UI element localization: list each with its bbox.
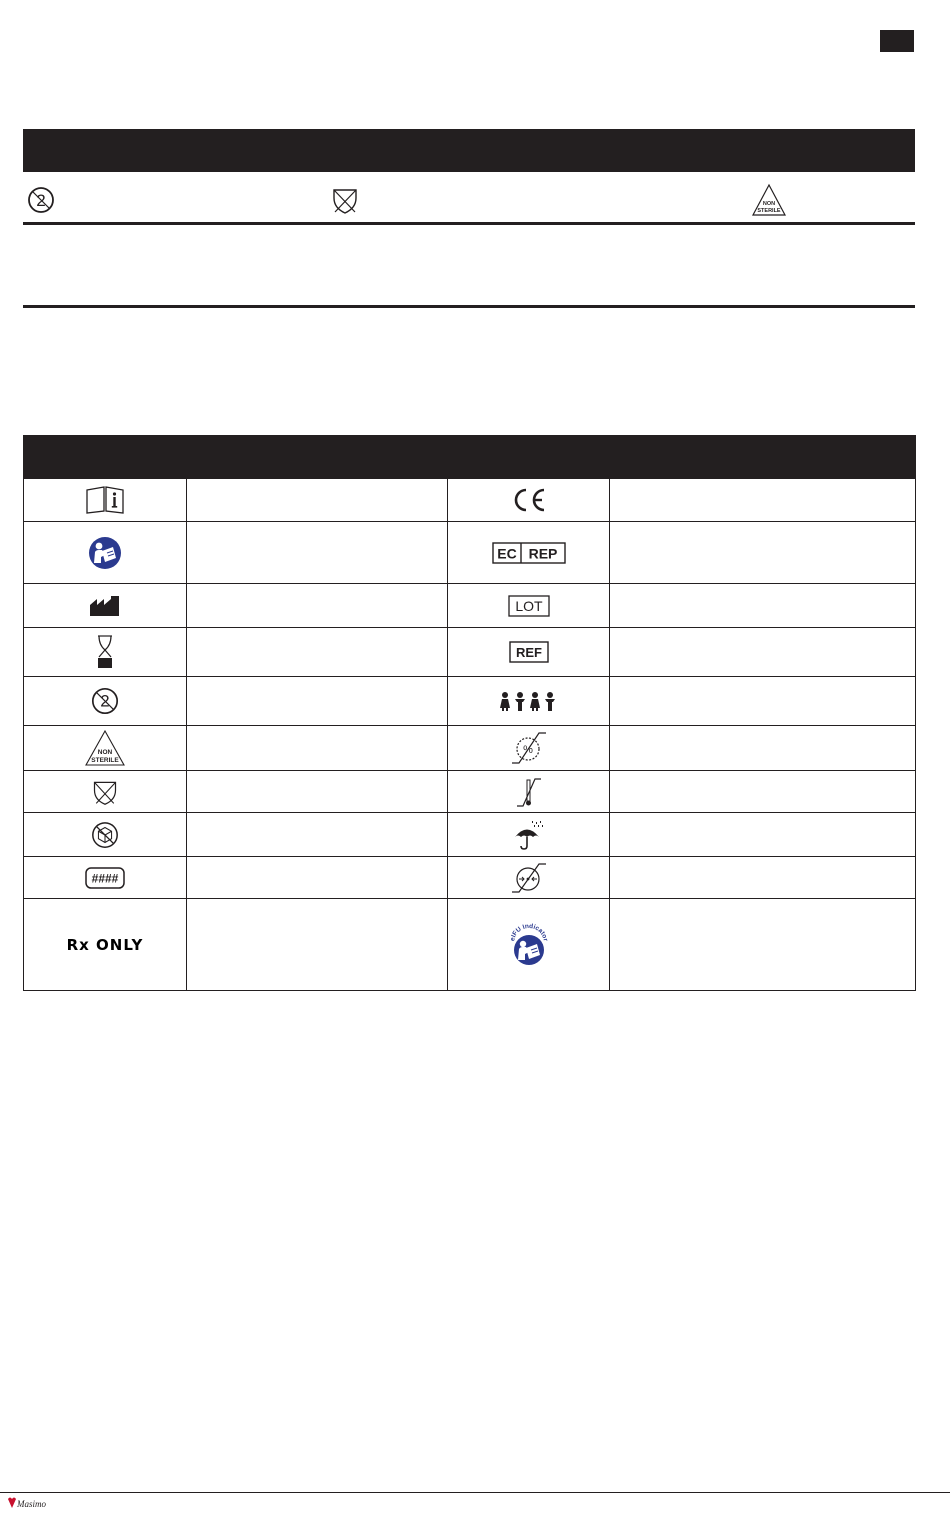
- latex-free-icon: [329, 184, 361, 216]
- non-label: NON: [97, 749, 113, 756]
- rx-only-icon: Rx ONLY: [66, 935, 144, 954]
- description-cell: [187, 726, 448, 771]
- pressure-limit-icon: [511, 861, 547, 895]
- eifu-label: eIFU Indicator: [508, 922, 549, 942]
- non-label: NON: [762, 201, 776, 207]
- lot-icon: [508, 595, 550, 617]
- symbol-cell: [24, 522, 187, 584]
- table-row: [24, 677, 916, 726]
- consult-instructions-icon: [85, 486, 125, 514]
- footer-divider: [0, 1492, 950, 1493]
- symbol-cell: [448, 584, 610, 628]
- table-row: [24, 813, 916, 857]
- follow-instructions-icon: [88, 536, 122, 570]
- lot-label: LOT: [514, 597, 543, 614]
- quantity-icon: [85, 867, 125, 889]
- description-cell: [187, 479, 448, 522]
- table-row: [24, 899, 916, 991]
- symbol-cell: [448, 677, 610, 726]
- table-row: [24, 479, 916, 522]
- ec-rep-icon: [492, 542, 566, 564]
- ref-label: REF: [515, 645, 542, 660]
- symbol-cell: [24, 584, 187, 628]
- table-row: [24, 628, 916, 677]
- percent-label: %: [522, 744, 533, 756]
- humidity-limit-icon: [511, 730, 547, 766]
- description-cell: [610, 584, 916, 628]
- section-divider: [23, 305, 915, 308]
- manufacturer-icon: [89, 595, 121, 617]
- svg-text:2: 2: [100, 691, 110, 711]
- description-cell: [187, 899, 448, 991]
- sterile-label: STERILE: [91, 757, 119, 764]
- description-cell: [187, 522, 448, 584]
- non-sterile-icon: [85, 730, 125, 766]
- symbol-cell: [448, 813, 610, 857]
- table-row: [24, 522, 916, 584]
- description-cell: [610, 479, 916, 522]
- symbol-cell: [448, 479, 610, 522]
- table-row: [24, 771, 916, 813]
- description-cell: [187, 677, 448, 726]
- symbol-cell: [24, 857, 187, 899]
- table-row: [24, 857, 916, 899]
- symbol-cell: [448, 522, 610, 584]
- description-cell: [610, 771, 916, 813]
- symbol-cell: [24, 771, 187, 813]
- description-cell: [187, 628, 448, 677]
- header-description-1: [187, 436, 448, 479]
- section-title-bar: [23, 129, 915, 172]
- symbol-cell: [24, 726, 187, 771]
- table-row: [24, 584, 916, 628]
- ce-mark-icon: [511, 487, 547, 513]
- description-cell: [187, 771, 448, 813]
- symbol-strip: [23, 182, 915, 225]
- table-header-row: [24, 436, 916, 479]
- symbol-cell: [24, 899, 187, 991]
- symbol-cell: [448, 726, 610, 771]
- description-cell: [610, 628, 916, 677]
- symbol-cell: [24, 479, 187, 522]
- symbol-cell: [448, 899, 610, 991]
- ref-icon: [509, 641, 549, 663]
- logo-text: Masimo: [17, 1499, 46, 1509]
- temperature-limit-icon: [516, 776, 542, 808]
- do-not-reuse-icon: [25, 184, 57, 216]
- non-sterile-icon: [752, 184, 786, 216]
- description-cell: [610, 899, 916, 991]
- description-cell: [610, 677, 916, 726]
- table-row: [24, 726, 916, 771]
- keep-dry-icon: [513, 820, 545, 850]
- svg-text:2: 2: [36, 191, 46, 210]
- symbol-cell: [448, 857, 610, 899]
- symbol-cell: [448, 628, 610, 677]
- description-cell: [187, 584, 448, 628]
- header-description-2: [610, 436, 916, 479]
- patient-size-icon: [498, 691, 560, 711]
- do-not-use-damaged-package-icon: [90, 820, 120, 850]
- header-symbol-1: [24, 436, 187, 479]
- masimo-logo-icon: [6, 1496, 46, 1510]
- description-cell: [610, 813, 916, 857]
- symbol-cell: [24, 677, 187, 726]
- description-cell: [610, 726, 916, 771]
- description-cell: [610, 522, 916, 584]
- ec-label: EC: [496, 545, 517, 561]
- header-symbol-2: [448, 436, 610, 479]
- language-tab: [880, 30, 914, 52]
- symbol-cell: [448, 771, 610, 813]
- sterile-label: STERILE: [757, 208, 781, 214]
- rep-label: REP: [528, 545, 557, 561]
- symbol-cell: [24, 628, 187, 677]
- quantity-label: ####: [91, 871, 119, 885]
- latex-free-icon: [91, 778, 119, 806]
- use-by-date-icon: [96, 635, 114, 669]
- do-not-reuse-icon: [90, 686, 120, 716]
- description-cell: [187, 857, 448, 899]
- symbols-table: [23, 435, 916, 991]
- symbol-cell: [24, 813, 187, 857]
- description-cell: [187, 813, 448, 857]
- description-cell: [610, 857, 916, 899]
- eifu-indicator-icon: [507, 923, 551, 967]
